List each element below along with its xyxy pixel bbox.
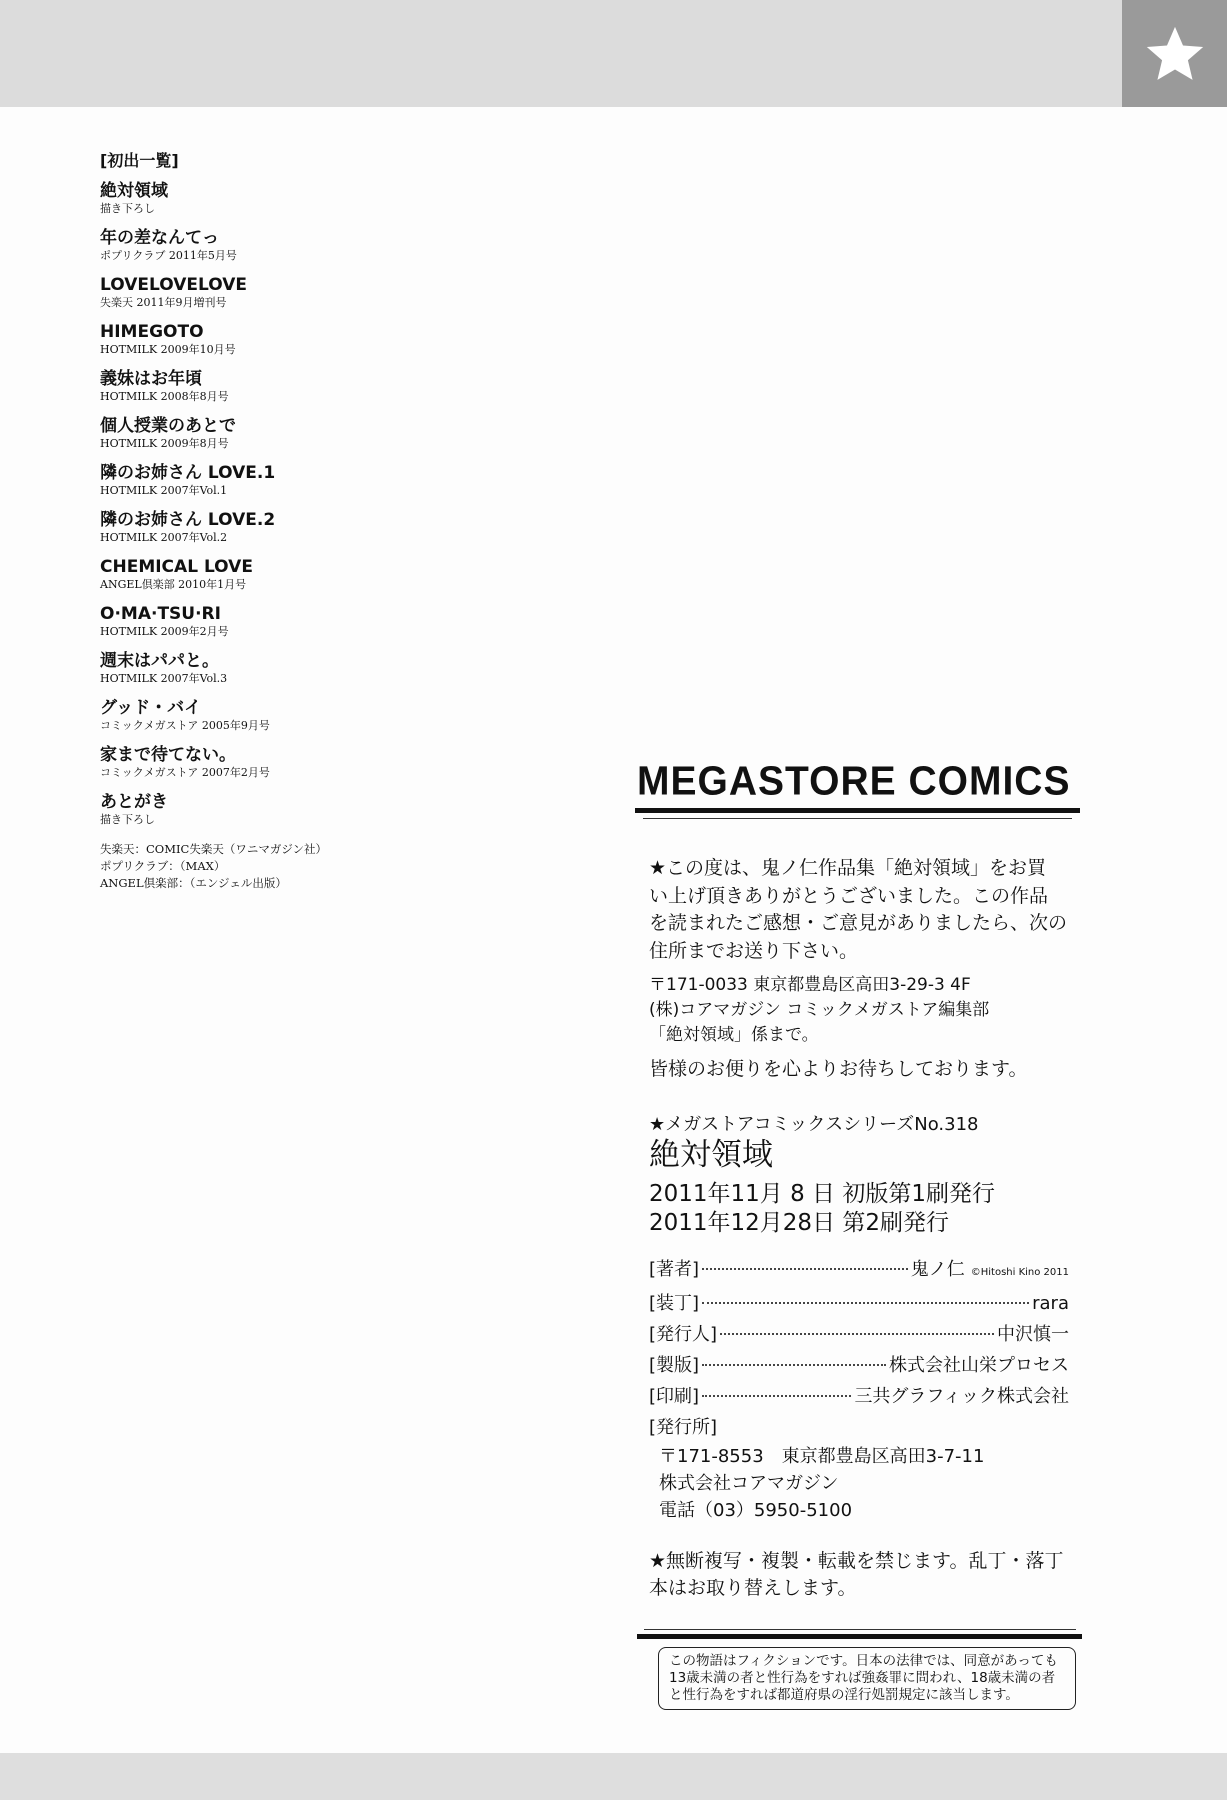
story-source: HOTMILK 2007年Vol.2 [100, 531, 228, 544]
story-title: あとがき [100, 792, 168, 812]
notice-line: ★無断複写・複製・転載を禁じます。乱丁・落丁 [649, 1549, 1064, 1572]
story-title: 個人授業のあとで [100, 416, 236, 436]
credit-row [649, 1350, 1069, 1381]
story-title: O·MA·TSU·RI [100, 604, 221, 624]
list-item [100, 510, 460, 557]
credit-value: 三共グラフィック株式会社 [854, 1385, 1069, 1407]
list-item [100, 463, 460, 510]
story-title: 義妹はお年頃 [100, 369, 202, 389]
list-item [100, 604, 460, 651]
dot-leader [720, 1333, 994, 1335]
story-title: 絶対領域 [100, 181, 168, 201]
series-number: ★メガストアコミックスシリーズNo.318 [649, 1113, 979, 1135]
story-title: 隣のお姉さん LOVE.1 [100, 463, 276, 483]
colophon [635, 760, 1080, 1603]
book-title: 絶対領域 [649, 1136, 773, 1173]
list-heading: [初出一覧] [100, 151, 179, 170]
dot-leader [702, 1302, 1029, 1304]
credit-value: 中沢慎一 [997, 1323, 1069, 1345]
list-item [100, 228, 460, 275]
list-item [100, 181, 460, 228]
star-tab [1122, 0, 1227, 107]
story-title: HIMEGOTO [100, 322, 204, 342]
notice-line: 本はお取り替えします。 [649, 1577, 857, 1599]
list-item [100, 745, 460, 792]
story-source: 描き下ろし [100, 202, 155, 215]
dot-leader [702, 1364, 886, 1366]
first-appearances-list [100, 148, 460, 892]
closing-line: 皆様のお便りを心よりお待ちしております。 [649, 1058, 1028, 1080]
list-item [100, 322, 460, 369]
bottom-band [0, 1753, 1227, 1800]
star-icon [1144, 23, 1206, 85]
thanks-line: を読まれたご感想・ご意見がありましたら、次の [649, 912, 1068, 934]
list-item [100, 275, 460, 322]
credit-label: [発行所] [649, 1416, 718, 1438]
credit-value: 鬼ノ仁 [910, 1258, 965, 1280]
story-title: 隣のお姉さん LOVE.2 [100, 510, 276, 530]
divider [637, 1634, 1082, 1639]
story-source: 失楽天 2011年9月増刊号 [100, 296, 227, 309]
list-item [100, 651, 460, 698]
thanks-line: 住所までお送り下さい。 [649, 939, 859, 962]
thanks-line: い上げ頂きありがとうございました。この作品 [649, 884, 1049, 907]
disclaimer-box: この物語はフィクションです。日本の法律では、同意があっても13歳未満の者と性行為をすれば強姦罪に問われ、18歳未満の者と性行為をすれば都道府県の淫行処罰規定に該当します。 [658, 1647, 1076, 1710]
story-source: HOTMILK 2008年8月号 [100, 390, 229, 403]
story-title: CHEMICAL LOVE [100, 557, 253, 577]
credit-row [649, 1381, 1069, 1412]
address-line: 〒171-0033 東京都豊島区高田3-29-3 4F [649, 975, 971, 995]
credit-row [649, 1319, 1069, 1350]
divider [644, 1629, 1076, 1630]
dot-leader [702, 1395, 851, 1397]
credit-value: 株式会社山栄プロセス [889, 1354, 1069, 1376]
note: 失楽天：COMIC失楽天（ワニマガジン社） [100, 842, 328, 856]
publisher-line: 株式会社コアマガジン [659, 1472, 839, 1494]
credit-row [649, 1288, 1069, 1319]
publisher-line: 〒171-8553 東京都豊島区高田3-7-11 [659, 1445, 985, 1467]
story-source: HOTMILK 2007年Vol.1 [100, 484, 228, 497]
story-source: HOTMILK 2009年10月号 [100, 343, 236, 356]
credit-label: [印刷] [649, 1385, 700, 1407]
story-source: HOTMILK 2009年8月号 [100, 437, 229, 450]
publisher-label [649, 1412, 1069, 1443]
story-source: HOTMILK 2009年2月号 [100, 625, 229, 638]
credit-value: rara [1032, 1292, 1069, 1314]
story-source: コミックメガストア 2007年2月号 [100, 766, 270, 779]
note: ANGEL倶楽部：（エンジェル出版） [100, 876, 287, 890]
thanks-line: ★この度は、鬼ノ仁作品集「絶対領域」をお買 [649, 857, 1047, 879]
credit-label: [装丁] [649, 1292, 700, 1314]
list-item [100, 416, 460, 463]
list-item [100, 557, 460, 604]
story-source: コミックメガストア 2005年9月号 [100, 719, 270, 732]
story-source: 描き下ろし [100, 813, 155, 826]
story-title: LOVELOVELOVE [100, 275, 247, 295]
list-item [100, 698, 460, 745]
publish-date: 2011年11月 8 日 初版第1刷発行 [649, 1180, 995, 1207]
top-band [0, 0, 1227, 107]
publish-date: 2011年12月28日 第2刷発行 [649, 1209, 950, 1236]
list-item [100, 792, 460, 839]
story-title: 家まで待てない。 [100, 745, 236, 765]
dot-leader [702, 1268, 908, 1270]
brand-logo: MEGASTORE COMICS [637, 758, 1071, 805]
publisher-line: 電話（03）5950-5100 [659, 1499, 853, 1521]
credit-row [649, 1254, 1069, 1288]
publisher-notes [100, 841, 460, 892]
story-source: HOTMILK 2007年Vol.3 [100, 672, 228, 685]
story-title: グッド・バイ [100, 698, 202, 718]
list-item [100, 369, 460, 416]
story-source: ポプリクラブ 2011年5月号 [100, 249, 237, 262]
credit-label: [著者] [649, 1258, 700, 1280]
address-line: (株)コアマガジン コミックメガストア編集部 [649, 1000, 990, 1020]
credit-label: [発行人] [649, 1323, 718, 1345]
story-title: 週末はパパと。 [100, 651, 219, 671]
story-title: 年の差なんてっ [100, 228, 219, 248]
address-line: 「絶対領域」係まで。 [649, 1025, 819, 1045]
story-source: ANGEL倶楽部 2010年1月号 [100, 578, 247, 591]
credit-label: [製版] [649, 1354, 700, 1376]
divider [635, 808, 1080, 813]
divider [643, 818, 1072, 819]
copyright-note: ©Hitoshi Kino 2011 [970, 1266, 1069, 1278]
note: ポプリクラブ：（MAX） [100, 859, 226, 873]
